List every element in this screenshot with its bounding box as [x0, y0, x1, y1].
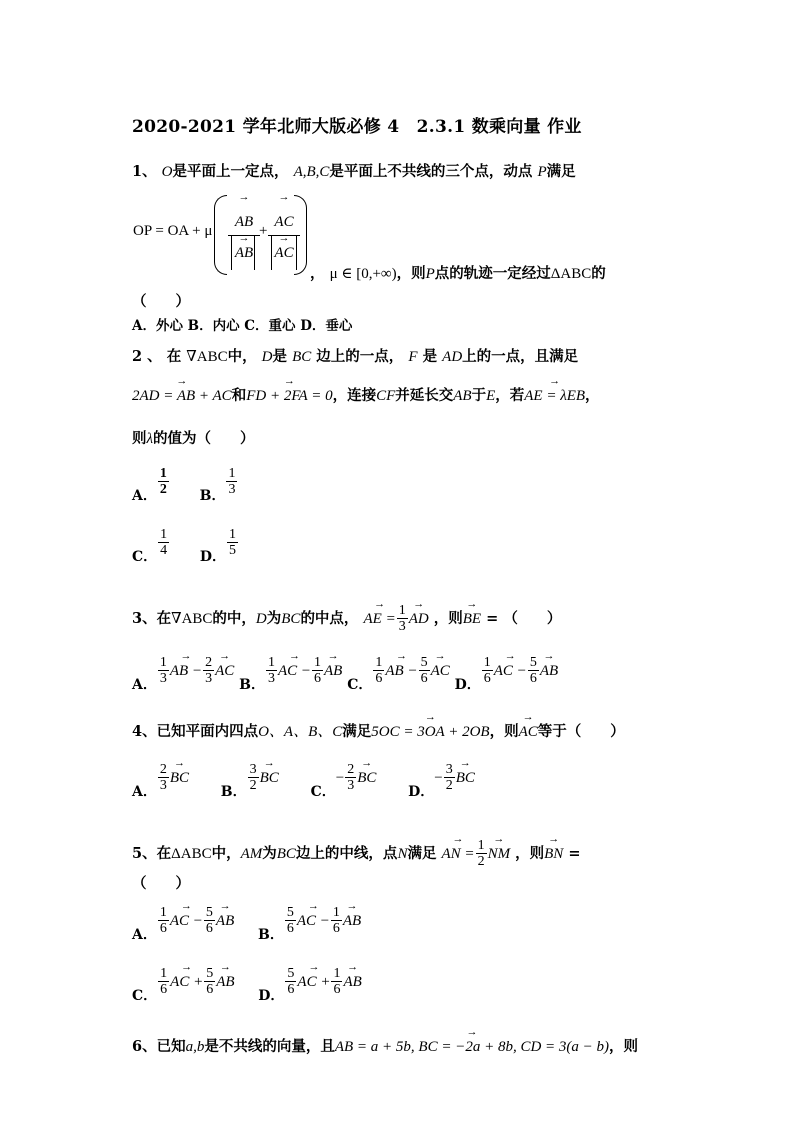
q1-options: A．外心 B．内心 C．重心 D．垂心 — [132, 318, 353, 334]
q2-line2: → 2AD = AB + AC和→ FD + 2FA = 0，连接CF并延长交AB于E，若→ AE = λEB， — [132, 384, 600, 405]
q4-options: A． $\frac{2}{3}$ → BC B． $\frac{3}{2}$ → BC C．− $\frac{2}{3}$ → BC D．− $\frac{3}{2}$ → BC — [132, 762, 475, 801]
q1-point-p: P — [537, 164, 547, 180]
q1-points-abc: A,B,C — [293, 164, 330, 180]
q1-left-paren — [214, 195, 227, 275]
q5-answer-paren: （ ） — [132, 875, 190, 892]
q1-number: 1、 — [132, 163, 157, 180]
q1-right-paren — [294, 195, 307, 275]
q1-line1: 1、 O是平面上一定点， A,B,C是平面上不共线的三个点，动点 P满足 — [132, 163, 576, 180]
q1-line2: ， μ ∈ [0,+∞)，则P点的轨迹一定经过ΔABC的 — [310, 265, 606, 282]
q2-options-cd: C． $\frac{1}{4}$ D． $\frac{1}{5}$ — [132, 527, 237, 565]
q2-options-ab: A． $\frac{1}{2}$ B． $\frac{1}{3}$ — [132, 466, 236, 504]
q1-frac-ab: → AB → AB — [228, 202, 260, 262]
q1-mu-range: μ ∈ [0,+∞) — [329, 266, 397, 282]
q1-formula-lhs: OP = OA + μ — [133, 223, 213, 239]
q3-line1: 3、在∇ABC的中，D为BC的中点， → AE = $\frac{1}{3}$ → AD ，则→ BE = （ ） — [132, 603, 561, 635]
document-title: 2020-2021 学年北师大版必修 4 2.3.1 数乘向量 作业 — [132, 117, 582, 137]
q1-frac-ac: → AC → AC — [268, 202, 300, 262]
q1-answer-paren: （ ） — [132, 293, 190, 310]
q1-point-o: O — [161, 164, 173, 180]
q2-line1: 2 、 在 ∇ABC中， D是 BC 边上的一点， F 是 AD上的一点，且满足 — [132, 348, 579, 365]
q6-line1: 6、已知a,b是不共线的向量，且→ AB = a + 5b, BC = −2a + 8b, CD = 3(a − b)，则 — [132, 1035, 638, 1056]
q3-options: A． $\frac{1}{3}$ → AB − $\frac{2}{3}$ → AC B． $\frac{1}{3}$ → AC − $\frac{1}{6}$ → AB C． $\frac{1}{6}$ → AB − $\frac{5}{6}$ → AC D． $\frac{1}{6}$ → AC − $\frac{5}{6}$ → AB — [132, 655, 558, 694]
q5-options-cd: C． $\frac{1}{6}$ → AC + $\frac{5}{6}$ → AB D． $\frac{5}{6}$ → AC + $\frac{1}{6}$ → AB — [132, 966, 362, 1005]
q4-line1: 4、已知平面内四点O、A、B、C满足→ 5OC = 3OA + 2OB，则→ AC等于（ ） — [132, 720, 625, 741]
q2-line3: 则λ的值为（ ） — [132, 430, 255, 447]
document-page: 2020-2021 学年北师大版必修 4 2.3.1 数乘向量 作业 1、 O是平面上一定点， A,B,C是平面上不共线的三个点，动点 P满足 OP = OA + μ → AB → AB + → AC → AC ， μ ∈ [0,+∞)，则P点的轨迹一定经过ΔABC的 （ ） A．外心 B．内心 C．重心 D．垂心 2 、 在 ∇ABC中， D是 BC 边上的一点， F 是 AD上的一点，且满足 → 2AD = AB + AC和→ FD + 2FA = 0，连接CF并延长交AB于E，若→ AE = λEB， 则λ的值为（ ） A． $\frac{1}{2}$ B． $\frac{1}{3}$ C． $\frac{1}{4}$ D． $\frac{1}{5}$ 3、在∇ABC的中，D为BC的中点， → AE = $\frac{1}{3}$ → AD ，则→ BE = （ ） A． $\frac{1}{3}$ → AB − $\frac{2}{3}$ → AC B． $\frac{1}{3}$ → AC − $\frac{1}{6}$ → AB C． $\frac{1}{6}$ → AB − $\frac{5}{6}$ → AC D． $\frac{1}{6}$ → AC − $\frac{5}{6}$ → AB 4、已知平面内四点O、A、B、C满足→ 5OC = 3OA + 2OB，则→ AC等于（ ） A． $\frac{2}{3}$ → BC B． $\frac{3}{2}$ → BC C．− $\frac{2}{3}$ → BC D．− $\frac{3}{2}$ → BC 5、在ΔABC中，AM为BC边上的中线，点N满足 → AN = $\frac{1}{2}$ → NM ，则→ BN = （ ） A． $\frac{1}{6}$ → AC − $\frac{5}{6}$ → AB B． $\frac{5}{6}$ → AC − $\frac{1}{6}$ → AB C． $\frac{1}{6}$ → AC + $\frac{5}{6}$ → AB D． $\frac{5}{6}$ → AC + $\frac{1}{6}$ → AB 6、已知a,b是不共线的向量，且→ AB = a + 5b, BC = −2a + 8b, CD = 3(a − b)，则 — [0, 0, 794, 1122]
q5-options-ab: A． $\frac{1}{6}$ → AC − $\frac{5}{6}$ → AB B． $\frac{5}{6}$ → AC − $\frac{1}{6}$ → AB — [132, 905, 361, 944]
q5-line1: 5、在ΔABC中，AM为BC边上的中线，点N满足 → AN = $\frac{1}{2}$ → NM ，则→ BN = — [132, 838, 581, 870]
